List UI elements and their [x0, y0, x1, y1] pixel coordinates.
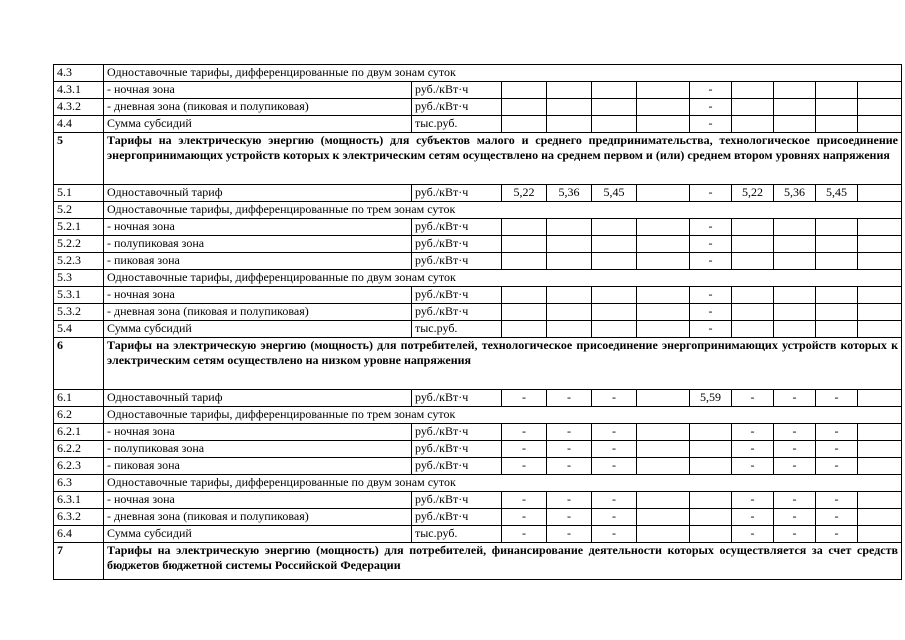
value-cell	[858, 82, 902, 99]
value-cell: -	[774, 390, 816, 407]
row-number: 4.3	[54, 65, 104, 82]
value-cell	[592, 253, 637, 270]
value-cell: -	[547, 441, 592, 458]
value-cell	[858, 185, 902, 202]
value-cell	[816, 287, 858, 304]
value-cell	[690, 441, 732, 458]
table-row	[54, 133, 902, 185]
value-cell: -	[502, 424, 547, 441]
value-cell	[732, 219, 774, 236]
value-cell	[637, 304, 690, 321]
row-number: 5	[54, 133, 104, 185]
value-cell: -	[592, 509, 637, 526]
row-number: 5.3	[54, 270, 104, 287]
value-cell	[502, 287, 547, 304]
value-cell	[774, 82, 816, 99]
value-cell: -	[690, 287, 732, 304]
table-row	[54, 185, 902, 202]
value-cell	[502, 116, 547, 133]
table-row	[54, 338, 902, 390]
row-unit: руб./кВт·ч	[412, 219, 502, 236]
value-cell: -	[816, 390, 858, 407]
value-cell	[816, 304, 858, 321]
value-cell	[690, 424, 732, 441]
section-heading: Тарифы на электрическую энергию (мощность) для субъектов малого и среднего предпринимательства, технологическое присоединение энергопринимающих устройств которых к электрическим сетям осуществлено на среднем первом и (или) среднем втором уровнях напряжения	[104, 133, 902, 185]
row-name: Одноставочный тариф	[104, 185, 412, 202]
row-number: 6.2	[54, 407, 104, 424]
value-cell	[637, 321, 690, 338]
value-cell	[547, 304, 592, 321]
value-cell	[637, 287, 690, 304]
row-number: 5.1	[54, 185, 104, 202]
value-cell	[637, 424, 690, 441]
value-cell: -	[547, 458, 592, 475]
row-unit: руб./кВт·ч	[412, 82, 502, 99]
table-row	[54, 407, 902, 424]
value-cell: 5,36	[547, 185, 592, 202]
value-cell: -	[690, 185, 732, 202]
row-number: 7	[54, 543, 104, 580]
row-number: 5.2	[54, 202, 104, 219]
value-cell	[547, 219, 592, 236]
table-row	[54, 304, 902, 321]
row-number: 6.2.1	[54, 424, 104, 441]
value-cell	[592, 116, 637, 133]
table-row	[54, 202, 902, 219]
value-cell	[774, 219, 816, 236]
row-name: - ночная зона	[104, 82, 412, 99]
value-cell: -	[592, 492, 637, 509]
row-number: 4.3.1	[54, 82, 104, 99]
value-cell	[774, 304, 816, 321]
subsection-label: Одноставочные тарифы, дифференцированные по двум зонам суток	[104, 65, 902, 82]
value-cell	[774, 253, 816, 270]
value-cell	[774, 236, 816, 253]
row-number: 6.2.3	[54, 458, 104, 475]
row-unit: руб./кВт·ч	[412, 99, 502, 116]
value-cell: -	[502, 509, 547, 526]
row-unit: тыс.руб.	[412, 526, 502, 543]
row-number: 6.3.1	[54, 492, 104, 509]
value-cell: -	[690, 116, 732, 133]
value-cell: -	[592, 424, 637, 441]
value-cell: -	[816, 458, 858, 475]
value-cell	[592, 236, 637, 253]
value-cell	[547, 253, 592, 270]
value-cell: -	[502, 441, 547, 458]
value-cell: -	[502, 390, 547, 407]
value-cell	[592, 99, 637, 116]
row-name: Сумма субсидий	[104, 116, 412, 133]
row-number: 6.2.2	[54, 441, 104, 458]
value-cell	[637, 185, 690, 202]
table-row	[54, 526, 902, 543]
value-cell: 5,22	[502, 185, 547, 202]
row-unit: руб./кВт·ч	[412, 253, 502, 270]
value-cell	[547, 287, 592, 304]
value-cell	[858, 99, 902, 116]
value-cell	[774, 287, 816, 304]
row-unit: руб./кВт·ч	[412, 509, 502, 526]
row-unit: руб./кВт·ч	[412, 458, 502, 475]
table-row	[54, 458, 902, 475]
subsection-label: Одноставочные тарифы, дифференцированные по двум зонам суток	[104, 475, 902, 492]
section-heading: Тарифы на электрическую энергию (мощность) для потребителей, финансирование деятельности которых осуществляется за счет средств бюджетов бюджетной системы Российской Федерации	[104, 543, 902, 580]
table-row	[54, 99, 902, 116]
value-cell	[690, 509, 732, 526]
subsection-label: Одноставочные тарифы, дифференцированные по трем зонам суток	[104, 407, 902, 424]
subsection-label: Одноставочные тарифы, дифференцированные по трем зонам суток	[104, 202, 902, 219]
value-cell	[858, 526, 902, 543]
row-name: - дневная зона (пиковая и полупиковая)	[104, 99, 412, 116]
value-cell	[637, 492, 690, 509]
table-row	[54, 543, 902, 580]
row-unit: тыс.руб.	[412, 321, 502, 338]
value-cell	[502, 236, 547, 253]
value-cell	[592, 287, 637, 304]
row-name: - дневная зона (пиковая и полупиковая)	[104, 304, 412, 321]
value-cell: -	[592, 526, 637, 543]
value-cell	[592, 321, 637, 338]
value-cell: -	[816, 526, 858, 543]
value-cell: -	[690, 236, 732, 253]
row-name: - ночная зона	[104, 492, 412, 509]
row-number: 6.4	[54, 526, 104, 543]
row-number: 6	[54, 338, 104, 390]
value-cell: 5,45	[592, 185, 637, 202]
value-cell	[774, 99, 816, 116]
table-row	[54, 441, 902, 458]
value-cell: -	[732, 509, 774, 526]
value-cell: -	[547, 492, 592, 509]
value-cell: -	[592, 441, 637, 458]
row-unit: руб./кВт·ч	[412, 492, 502, 509]
value-cell	[732, 82, 774, 99]
value-cell: -	[690, 321, 732, 338]
value-cell	[816, 321, 858, 338]
value-cell	[858, 287, 902, 304]
row-number: 4.3.2	[54, 99, 104, 116]
value-cell	[816, 236, 858, 253]
row-number: 5.3.2	[54, 304, 104, 321]
value-cell	[858, 424, 902, 441]
value-cell: -	[592, 458, 637, 475]
table-row	[54, 219, 902, 236]
value-cell	[502, 321, 547, 338]
value-cell: -	[816, 424, 858, 441]
row-number: 4.4	[54, 116, 104, 133]
value-cell	[732, 287, 774, 304]
value-cell	[502, 219, 547, 236]
table-row	[54, 424, 902, 441]
value-cell	[637, 526, 690, 543]
value-cell	[502, 253, 547, 270]
value-cell	[592, 304, 637, 321]
row-name: - полупиковая зона	[104, 441, 412, 458]
table-row	[54, 475, 902, 492]
value-cell	[547, 321, 592, 338]
value-cell	[637, 82, 690, 99]
value-cell	[816, 219, 858, 236]
row-name: - пиковая зона	[104, 253, 412, 270]
value-cell	[547, 236, 592, 253]
table-row	[54, 390, 902, 407]
row-number: 5.2.2	[54, 236, 104, 253]
value-cell	[858, 509, 902, 526]
value-cell	[858, 321, 902, 338]
value-cell	[858, 236, 902, 253]
row-unit: руб./кВт·ч	[412, 287, 502, 304]
value-cell: -	[592, 390, 637, 407]
value-cell	[858, 458, 902, 475]
value-cell: -	[774, 424, 816, 441]
value-cell	[637, 236, 690, 253]
value-cell	[816, 116, 858, 133]
section-heading: Тарифы на электрическую энергию (мощность) для потребителей, технологическое присоединение энергопринимающих устройств которых к электрическим сетям осуществлено на низком уровне напряжения	[104, 338, 902, 390]
value-cell	[502, 99, 547, 116]
value-cell	[858, 441, 902, 458]
row-unit: руб./кВт·ч	[412, 185, 502, 202]
value-cell: -	[774, 526, 816, 543]
value-cell	[858, 219, 902, 236]
value-cell: -	[774, 492, 816, 509]
value-cell	[858, 304, 902, 321]
row-number: 5.2.1	[54, 219, 104, 236]
value-cell: 5,59	[690, 390, 732, 407]
value-cell	[637, 509, 690, 526]
value-cell	[774, 321, 816, 338]
table-row	[54, 270, 902, 287]
value-cell	[732, 236, 774, 253]
value-cell	[690, 458, 732, 475]
value-cell	[732, 116, 774, 133]
row-name: - дневная зона (пиковая и полупиковая)	[104, 509, 412, 526]
row-unit: руб./кВт·ч	[412, 236, 502, 253]
row-number: 5.4	[54, 321, 104, 338]
value-cell	[858, 492, 902, 509]
value-cell: -	[690, 82, 732, 99]
value-cell	[502, 82, 547, 99]
row-name: - полупиковая зона	[104, 236, 412, 253]
table-row	[54, 287, 902, 304]
value-cell: -	[690, 253, 732, 270]
value-cell: -	[732, 492, 774, 509]
value-cell: -	[732, 526, 774, 543]
value-cell: 5,45	[816, 185, 858, 202]
value-cell: -	[502, 458, 547, 475]
value-cell	[637, 441, 690, 458]
row-name: Сумма субсидий	[104, 321, 412, 338]
value-cell: -	[547, 509, 592, 526]
value-cell: -	[774, 441, 816, 458]
value-cell	[637, 253, 690, 270]
row-unit: тыс.руб.	[412, 116, 502, 133]
table-row	[54, 82, 902, 99]
table-row	[54, 116, 902, 133]
table-body	[54, 65, 902, 580]
row-number: 5.3.1	[54, 287, 104, 304]
value-cell	[732, 304, 774, 321]
value-cell	[858, 390, 902, 407]
value-cell: -	[732, 441, 774, 458]
row-unit: руб./кВт·ч	[412, 304, 502, 321]
value-cell: -	[816, 492, 858, 509]
value-cell: -	[774, 509, 816, 526]
table-row	[54, 509, 902, 526]
value-cell	[502, 304, 547, 321]
value-cell: -	[502, 526, 547, 543]
value-cell: -	[774, 458, 816, 475]
value-cell: -	[690, 304, 732, 321]
row-unit: руб./кВт·ч	[412, 424, 502, 441]
row-name: - ночная зона	[104, 219, 412, 236]
value-cell	[592, 82, 637, 99]
value-cell: -	[547, 424, 592, 441]
value-cell	[592, 219, 637, 236]
table-row	[54, 321, 902, 338]
value-cell: -	[547, 390, 592, 407]
subsection-label: Одноставочные тарифы, дифференцированные по двум зонам суток	[104, 270, 902, 287]
value-cell	[732, 321, 774, 338]
table-row	[54, 253, 902, 270]
value-cell	[816, 99, 858, 116]
table-row	[54, 236, 902, 253]
value-cell: -	[732, 390, 774, 407]
value-cell	[637, 390, 690, 407]
value-cell	[816, 82, 858, 99]
table-row	[54, 492, 902, 509]
value-cell: -	[690, 219, 732, 236]
value-cell	[547, 82, 592, 99]
row-name: - ночная зона	[104, 287, 412, 304]
value-cell: -	[816, 509, 858, 526]
value-cell	[637, 219, 690, 236]
value-cell	[690, 492, 732, 509]
value-cell: -	[732, 424, 774, 441]
row-name: - пиковая зона	[104, 458, 412, 475]
tariff-table	[53, 64, 902, 580]
value-cell: -	[732, 458, 774, 475]
table-row	[54, 65, 902, 82]
row-unit: руб./кВт·ч	[412, 441, 502, 458]
value-cell: -	[816, 441, 858, 458]
row-number: 6.3	[54, 475, 104, 492]
row-unit: руб./кВт·ч	[412, 390, 502, 407]
value-cell	[637, 99, 690, 116]
value-cell	[547, 99, 592, 116]
value-cell: -	[547, 526, 592, 543]
value-cell	[637, 458, 690, 475]
value-cell	[690, 526, 732, 543]
value-cell: -	[502, 492, 547, 509]
value-cell	[858, 253, 902, 270]
value-cell	[774, 116, 816, 133]
row-name: Одноставочный тариф	[104, 390, 412, 407]
value-cell: -	[690, 99, 732, 116]
row-number: 6.1	[54, 390, 104, 407]
value-cell	[637, 116, 690, 133]
row-number: 5.2.3	[54, 253, 104, 270]
value-cell: 5,22	[732, 185, 774, 202]
value-cell	[547, 116, 592, 133]
row-number: 6.3.2	[54, 509, 104, 526]
value-cell	[816, 253, 858, 270]
value-cell: 5,36	[774, 185, 816, 202]
value-cell	[732, 99, 774, 116]
row-name: - ночная зона	[104, 424, 412, 441]
value-cell	[732, 253, 774, 270]
value-cell	[858, 116, 902, 133]
row-name: Сумма субсидий	[104, 526, 412, 543]
